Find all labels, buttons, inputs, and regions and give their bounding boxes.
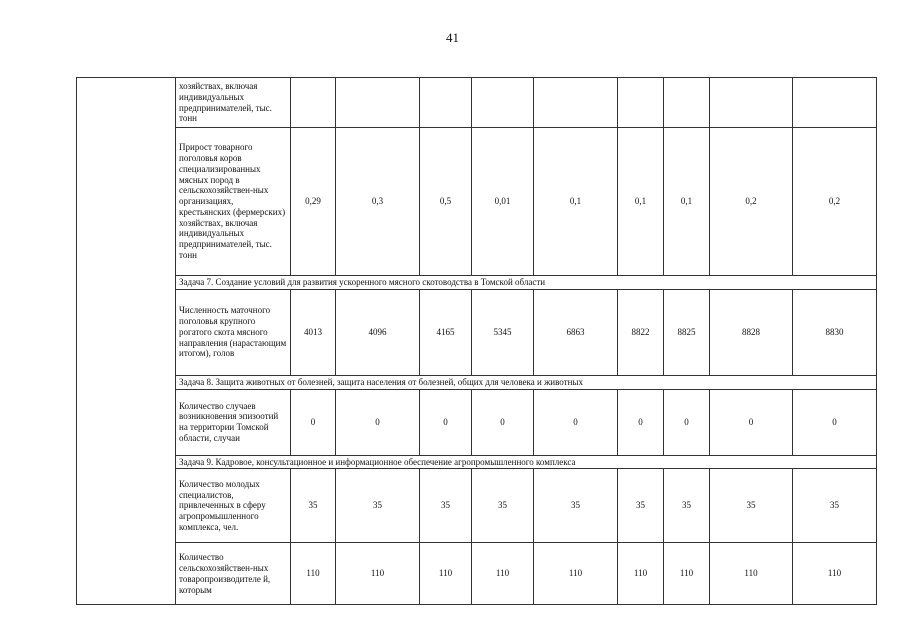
value-cell: 35 [420, 469, 472, 543]
value-cell: 0,01 [472, 128, 534, 276]
task-row [77, 455, 877, 469]
indicator-name-cell [176, 128, 291, 276]
value-cell: 35 [664, 469, 710, 543]
value-cell [793, 78, 877, 128]
indicator-name: Количество молодых специалистов, привлеченных в сферу агропромышленного комплекса, чел. [179, 478, 266, 533]
value-cell: 0,29 [291, 128, 336, 276]
indicator-name-cell [176, 543, 291, 605]
task-heading: Задача 7. Создание условий для развития ускоренного мясного скотоводства в Томской области [176, 276, 877, 290]
indicator-row [77, 128, 877, 276]
indicator-row [77, 543, 877, 605]
value-cell: 35 [534, 469, 618, 543]
value-cell: 0 [472, 389, 534, 455]
value-cell: 110 [472, 543, 534, 605]
indicator-row [77, 289, 877, 375]
value-cell: 0,1 [618, 128, 664, 276]
indicator-name-cell [176, 289, 291, 375]
value-cell: 110 [291, 543, 336, 605]
value-cell [336, 78, 420, 128]
indicators-table [76, 77, 877, 605]
task-heading: Задача 9. Кадровое, консультационное и информационное обеспечение агропромышленного комплекса [176, 455, 877, 469]
indicator-name-cell [176, 78, 291, 128]
value-cell: 0 [534, 389, 618, 455]
value-cell [710, 78, 793, 128]
value-cell: 110 [664, 543, 710, 605]
value-cell: 8822 [618, 289, 664, 375]
value-cell [291, 78, 336, 128]
value-cell: 0 [793, 389, 877, 455]
indicator-name: Количество случаев возникновения эпизоотий на территории Томской области, случаи [179, 400, 279, 443]
value-cell: 4096 [336, 289, 420, 375]
value-cell: 0,2 [710, 128, 793, 276]
value-cell: 35 [336, 469, 420, 543]
value-cell: 8825 [664, 289, 710, 375]
value-cell: 110 [618, 543, 664, 605]
value-cell: 6863 [534, 289, 618, 375]
indicator-name: Количество сельскохозяйствен-ных товаропроизводителе й, которым [179, 552, 271, 595]
value-cell: 110 [336, 543, 420, 605]
value-cell: 0,1 [534, 128, 618, 276]
task-row [77, 375, 877, 389]
value-cell: 0 [336, 389, 420, 455]
value-cell: 0,3 [336, 128, 420, 276]
value-cell: 0 [618, 389, 664, 455]
value-cell [420, 78, 472, 128]
indicator-name-cell [176, 389, 291, 455]
indicator-row [77, 389, 877, 455]
task-heading: Задача 8. Защита животных от болезней, защита населения от болезней, общих для человека и животных [176, 375, 877, 389]
value-cell: 4013 [291, 289, 336, 375]
value-cell: 0 [291, 389, 336, 455]
value-cell [664, 78, 710, 128]
value-cell: 5345 [472, 289, 534, 375]
value-cell [472, 78, 534, 128]
indicator-row [77, 78, 877, 128]
program-column-cell [77, 78, 176, 605]
value-cell: 0,1 [664, 128, 710, 276]
indicator-name: хозяйствах, включая индивидуальных предпринимателей, тыс. тонн [179, 80, 272, 124]
value-cell: 4165 [420, 289, 472, 375]
task-row [77, 276, 877, 290]
value-cell: 35 [291, 469, 336, 543]
value-cell: 0 [420, 389, 472, 455]
indicator-name-cell [176, 469, 291, 543]
value-cell: 110 [420, 543, 472, 605]
value-cell [534, 78, 618, 128]
value-cell: 0,5 [420, 128, 472, 276]
value-cell: 110 [534, 543, 618, 605]
value-cell: 110 [710, 543, 793, 605]
value-cell [618, 78, 664, 128]
value-cell: 0 [710, 389, 793, 455]
value-cell: 35 [710, 469, 793, 543]
value-cell: 35 [793, 469, 877, 543]
indicator-name: Прирост товарного поголовья коров специализированных мясных пород в сельскохозяйствен-ных организациях, крестьянских (фермерских) хозяйствах, включая индивидуальных предпринимателей, тыс. тонн [179, 142, 286, 261]
value-cell: 35 [472, 469, 534, 543]
value-cell: 0,2 [793, 128, 877, 276]
value-cell: 8830 [793, 289, 877, 375]
value-cell: 35 [618, 469, 664, 543]
page-number: 41 [446, 30, 459, 45]
value-cell: 110 [793, 543, 877, 605]
indicator-name: Численность маточного поголовья крупного рогатого скота мясного направления (нарастающим итогом), голов [179, 305, 287, 359]
value-cell: 8828 [710, 289, 793, 375]
value-cell: 0 [664, 389, 710, 455]
indicator-row [77, 469, 877, 543]
